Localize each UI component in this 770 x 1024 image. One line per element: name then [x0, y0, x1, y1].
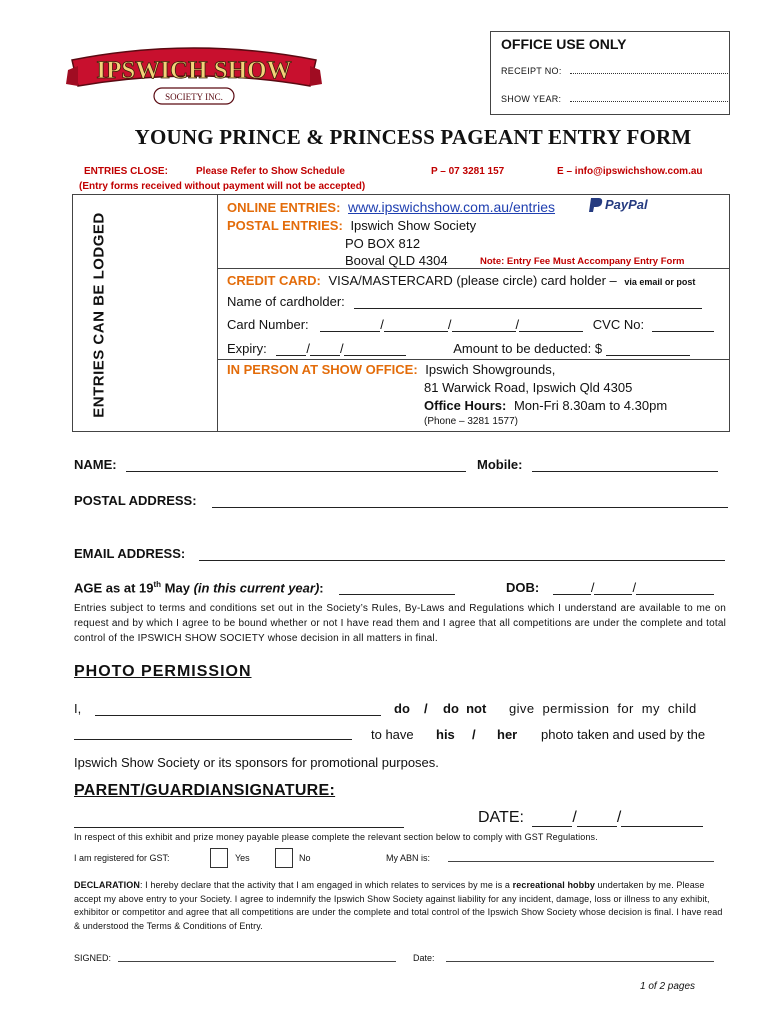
expiry-row: Expiry: / / Amount to be deducted: $	[227, 341, 690, 356]
expiry-label: Expiry:	[227, 341, 267, 356]
in-person-row	[227, 362, 555, 377]
amount-label: Amount to be deducted: $	[453, 341, 603, 356]
name-field[interactable]	[126, 459, 466, 472]
photo-to-have: to have	[371, 727, 414, 742]
office-use-box	[490, 31, 730, 115]
abn-field[interactable]	[448, 851, 714, 862]
cardholder-row	[227, 294, 702, 309]
expiry-field[interactable]	[344, 343, 406, 356]
age-sup: th	[153, 580, 162, 589]
logo-main-text: IPSWICH SHOW	[96, 57, 292, 84]
age-may: May	[161, 580, 194, 596]
cvc-field[interactable]	[652, 319, 714, 332]
expiry-field[interactable]	[276, 343, 306, 356]
online-entries-link[interactable]: www.ipswichshow.com.au/entries	[348, 199, 556, 215]
contact-email[interactable]: E – info@ipswichshow.com.au	[557, 166, 703, 177]
photo-do-not: do not	[443, 701, 487, 716]
card-number-field[interactable]	[384, 319, 448, 332]
office-hours-label: Office Hours:	[424, 398, 507, 413]
cardholder-label: Name of cardholder:	[227, 294, 345, 309]
paypal-logo	[588, 196, 660, 219]
page-title: YOUNG PRINCE & PRINCESS PAGEANT ENTRY FORM	[134, 125, 692, 149]
email-row	[74, 546, 725, 561]
postal-line-1: Ipswich Show Society	[350, 218, 477, 233]
age-italic: (in this current year)	[193, 580, 320, 596]
age-colon: :	[319, 580, 324, 596]
cardholder-field[interactable]	[354, 296, 702, 309]
show-year-field[interactable]	[570, 93, 728, 102]
card-number-row: Card Number: / / / CVC No:	[227, 317, 714, 332]
credit-card-row	[227, 273, 695, 288]
parent-date-row: DATE: / /	[478, 809, 703, 827]
credit-card-text: VISA/MASTERCARD (please circle) card holder –	[328, 273, 617, 288]
office-hours-row	[424, 398, 667, 413]
cvc-label: CVC No:	[592, 317, 645, 332]
dob-field[interactable]	[636, 582, 714, 595]
photo-child-field[interactable]	[74, 727, 352, 740]
card-number-field[interactable]	[320, 319, 380, 332]
in-person-line-2: 81 Warwick Road, Ipswich Qld 4305	[424, 380, 633, 395]
postal-line-2: PO BOX 812	[345, 236, 421, 251]
credit-card-label: CREDIT CARD:	[227, 273, 321, 288]
signed-field[interactable]	[118, 951, 396, 962]
payment-note: (Entry forms received without payment will not be accepted)	[79, 181, 366, 192]
entries-close-label: ENTRIES CLOSE:	[84, 166, 168, 177]
postal-entries-label: POSTAL ENTRIES:	[227, 218, 343, 233]
credit-card-via: via email or post	[624, 277, 696, 287]
declaration-label: DECLARATION	[74, 880, 140, 890]
entries-close-value: Please Refer to Show Schedule	[196, 166, 345, 177]
ipswich-show-logo	[64, 40, 324, 114]
card-number-field[interactable]	[519, 319, 583, 332]
card-number-label: Card Number:	[227, 317, 309, 332]
photo-line-3: Ipswich Show Society or its sponsors for promotional purposes.	[74, 755, 439, 770]
date2-label: Date:	[413, 953, 435, 963]
email-label: EMAIL ADDRESS:	[74, 546, 186, 561]
declaration-text: DECLARATION: I hereby declare that the activity that I am engaged in which relates to services by me is a recreational hobby undertaken by me. Please accept my above entry to your Society. I agree to indemnify the Ipswich Show Society against liability for any incident, damage, loss or illness to any exhibit, exhibitor or competitor and agree that all competitions are under the complete and total control of the Ipswich Show Society whose decision is final. I have read & understood the Terms & Conditions of Entry.	[74, 880, 723, 931]
card-number-field[interactable]	[452, 319, 516, 332]
page-number: 1 of 2 pages	[640, 981, 696, 992]
photo-line-1	[74, 701, 381, 716]
signed-label: SIGNED:	[74, 953, 112, 963]
expiry-field[interactable]	[310, 343, 340, 356]
office-use-title: OFFICE USE ONLY	[501, 36, 627, 52]
parent-date-label: DATE:	[478, 809, 524, 826]
abn-label: My ABN is:	[386, 853, 431, 863]
gst-label: I am registered for GST:	[74, 853, 170, 863]
age-row	[74, 580, 455, 595]
gst-no-label: No	[299, 853, 311, 863]
entries-lodged-side-label: ENTRIES CAN BE LODGED	[90, 212, 108, 418]
parent-date-field[interactable]	[532, 812, 572, 827]
dob-field[interactable]	[553, 582, 591, 595]
fee-note: Note: Entry Fee Must Accompany Entry Form	[480, 256, 685, 267]
photo-name-field[interactable]	[95, 703, 381, 716]
photo-permission-heading: PHOTO PERMISSION	[74, 663, 252, 680]
gst-yes-checkbox[interactable]	[210, 848, 228, 868]
lodge-divider	[217, 268, 730, 269]
paypal-text: PayPal	[605, 197, 648, 212]
parent-date-field[interactable]	[577, 812, 617, 827]
online-entries-label: ONLINE ENTRIES:	[227, 200, 341, 215]
postal-address-field[interactable]	[212, 495, 728, 508]
photo-give-text: give permission for my child	[509, 701, 697, 716]
gst-no-checkbox[interactable]	[275, 848, 293, 868]
photo-i-label: I,	[74, 701, 82, 716]
name-label: NAME:	[74, 457, 117, 472]
in-person-line-1: Ipswich Showgrounds,	[425, 362, 556, 377]
lodge-divider	[217, 359, 730, 360]
photo-slash: /	[424, 701, 428, 716]
photo-slash-2: /	[472, 727, 476, 742]
name-row	[74, 457, 466, 472]
email-field[interactable]	[199, 548, 725, 561]
age-label: AGE as at 19	[74, 580, 154, 596]
receipt-no-row	[501, 65, 728, 76]
online-entries-row	[227, 199, 555, 215]
parent-date-field[interactable]	[621, 812, 703, 827]
parent-signature-field[interactable]	[74, 815, 404, 828]
contact-phone: P – 07 3281 157	[431, 166, 505, 177]
show-year-row	[501, 93, 728, 104]
gst-intro: In respect of this exhibit and prize money payable please complete the relevant section below to comply with GST Regulations.	[74, 832, 598, 842]
age-field[interactable]	[339, 582, 455, 595]
parent-signature-heading: PARENT/GUARDIANSIGNATURE:	[74, 782, 336, 799]
date2-field[interactable]	[446, 951, 714, 962]
dob-label: DOB:	[506, 580, 540, 595]
office-phone: (Phone – 3281 1577)	[424, 416, 518, 427]
dob-field[interactable]	[594, 582, 632, 595]
dob-row: DOB: / /	[506, 580, 714, 595]
amount-field[interactable]	[606, 343, 690, 356]
lodge-divider	[217, 194, 218, 432]
office-hours-value: Mon-Fri 8.30am to 4.30pm	[513, 398, 668, 413]
photo-taken-text: photo taken and used by the	[541, 727, 706, 742]
gst-yes-label: Yes	[235, 853, 250, 863]
in-person-label: IN PERSON AT SHOW OFFICE:	[227, 362, 418, 377]
postal-entries-row	[227, 218, 476, 233]
photo-do: do	[394, 701, 410, 716]
show-year-label: SHOW YEAR:	[501, 94, 562, 104]
mobile-label: Mobile:	[477, 457, 523, 472]
postal-address-label: POSTAL ADDRESS:	[74, 493, 197, 508]
receipt-no-field[interactable]	[570, 65, 728, 74]
photo-her: her	[497, 727, 518, 742]
terms-text: Entries subject to terms and conditions set out in the Society’s Rules, By-Laws and Regulations which I understand are available to me on request and by which I agree to be bound whether or not I have read them and I agree that all competitions are under the complete and total control of the IPSWICH SHOW SOCIETY whose decision in all matters in final.	[74, 603, 726, 644]
mobile-field[interactable]	[532, 459, 718, 472]
mobile-row	[477, 457, 718, 472]
postal-line-3: Booval QLD 4304	[345, 253, 448, 268]
receipt-no-label: RECEIPT NO:	[501, 66, 562, 76]
photo-his: his	[436, 727, 455, 742]
logo-sub-text: SOCIETY INC.	[165, 92, 223, 102]
postal-address-row	[74, 493, 728, 508]
